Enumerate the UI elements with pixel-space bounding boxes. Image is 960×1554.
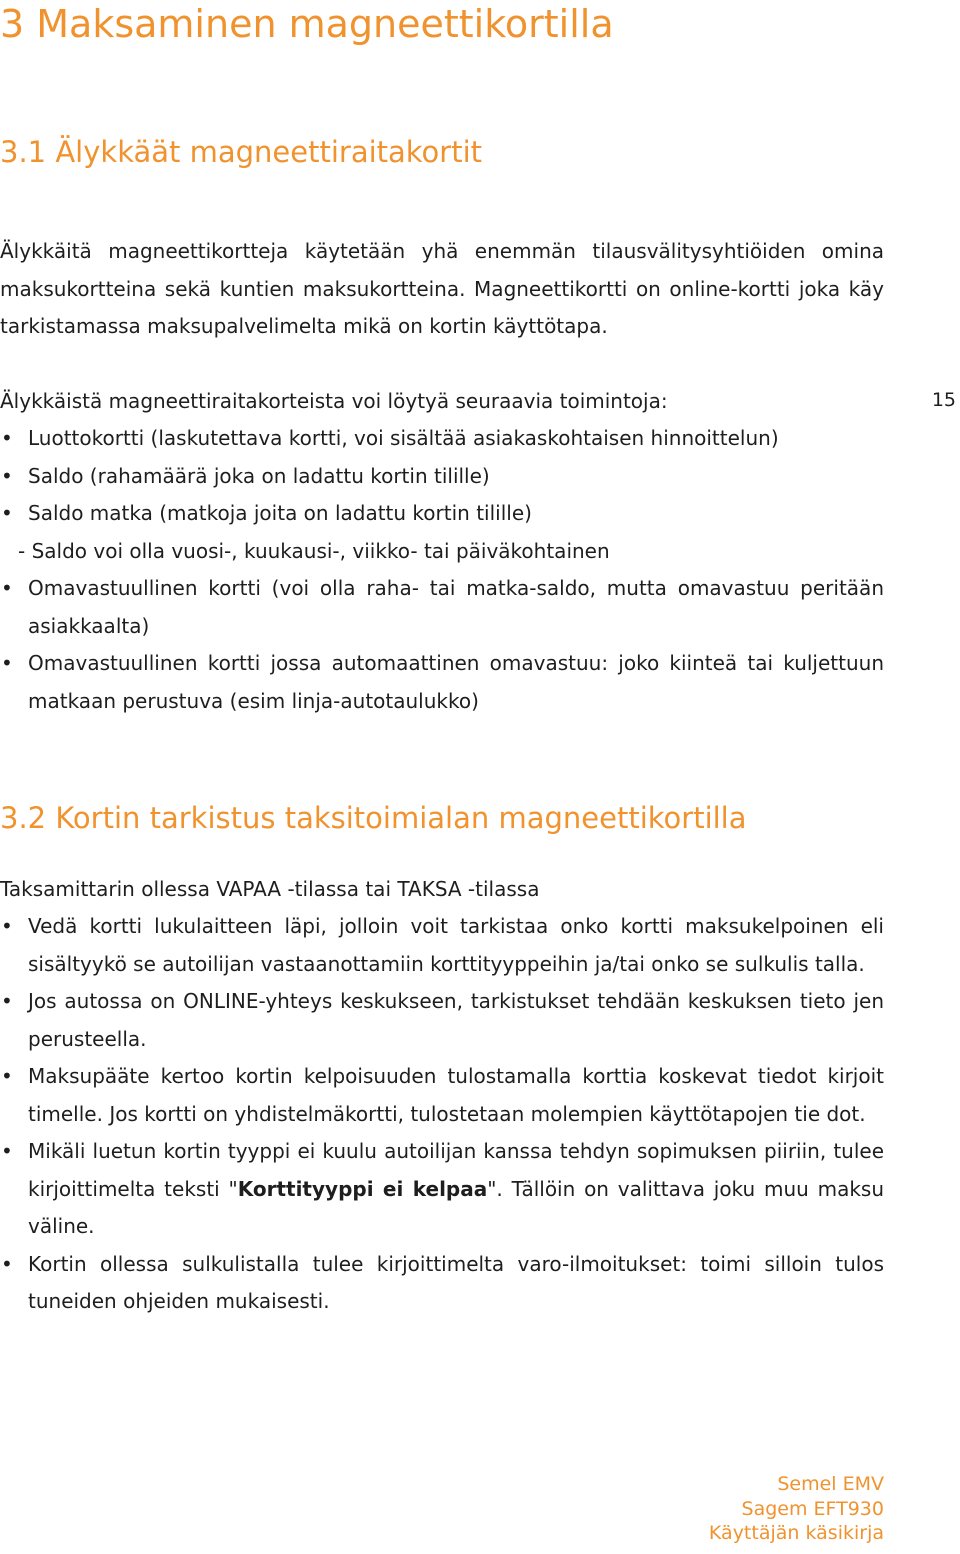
section-3-1-list-intro: Älykkäistä magneettiraitakorteista voi löytyä seuraavia toimintoja: [0,389,668,413]
list-item-text: Luottokortti (laskutettava kortti, voi sisältää asiakaskohtaisen hinnoittelun) [28,426,779,450]
bullet-icon: • [1,1064,13,1088]
list-item [0,458,884,496]
list-item-text: Jos autossa on ONLINE-yhteys keskukseen, tarkistukset tehdään keskuksen tieto jen perusteella. [28,989,884,1051]
list-item [0,570,884,645]
section-3-1-heading: 3.1 Älykkäät magneettiraitakortit [0,135,483,169]
footer-manual-title: Käyttäjän käsikirja [708,1522,884,1544]
list-item-text: Saldo (rahamäärä joka on ladattu kortin tilille) [28,463,490,488]
list-item-text-start: Mikäli luetun kortin tyyppi ei kuulu autoilijan kanssa tehdyn sopimuksen piiriin, tulee kirjoittimelta teksti " [28,1139,884,1201]
bullet-icon: • [1,1251,13,1276]
bullet-icon: • [1,463,13,488]
bullet-icon: • [1,426,13,450]
section-3-2-steps-list [0,908,884,1321]
page-number: 15 [931,389,956,411]
list-item [0,495,884,533]
list-item-text: Omavastuullinen kortti (voi olla raha- tai matka-saldo, mutta omavastuu peritään asiakkaalta) [28,576,884,638]
list-item [0,1133,884,1246]
list-item [0,420,884,458]
section-3-1-intro: Älykkäitä magneettikortteja käytetään yhä enemmän tilausvälitysyhtiöiden omina maksukortteina sekä kuntien maksukortteina. Magneettikortti on online-kortti joka käy tarkistamassa maksupalvelimelta mikä on kortin käyttötapa. [0,239,884,338]
list-item-text [28,1139,884,1238]
section-3-2-list-intro: Taksamittarin ollessa VAPAA -tilassa tai TAKSA -tilassa [0,877,540,901]
list-item [0,645,884,720]
section-3-1-feature-list [0,420,884,720]
bullet-icon: • [1,914,13,938]
list-item-text: Omavastuullinen kortti jossa automaattinen omavastuu: joko kiinteä tai kuljettuun matkaan perustuva (esim linja-autotaulukko) [28,651,884,713]
bullet-icon: • [1,651,13,675]
page-title: 3 Maksaminen magneettikortilla [0,2,614,46]
list-item [0,1058,884,1133]
list-item-text: Saldo matka (matkoja joita on ladattu kortin tilille) [28,501,532,525]
bullet-icon: • [1,501,13,525]
section-3-2-heading: 3.2 Kortin tarkistus taksitoimialan magneettikortilla [0,801,747,835]
list-item-text: Kortin ollessa sulkulistalla tulee kirjoittimelta varo-ilmoitukset: toimi silloin tulos tuneiden ohjeiden mukaisesti. [28,1251,884,1313]
error-message-text: Korttityyppi ei kelpaa [237,1176,488,1201]
document-footer [709,1472,884,1546]
list-item [0,908,884,983]
bullet-icon: • [1,989,13,1013]
list-item [0,1246,884,1321]
list-item-text: Maksupääte kertoo kortin kelpoisuuden tulostamalla korttia koskevat tiedot kirjoit timelle. Jos kortti on yhdistelmäkortti, tulostetaan molempien käyttötapojen tie dot. [28,1064,884,1126]
footer-product-name: Semel EMV [777,1473,884,1495]
list-item [0,983,884,1058]
list-item-text: Vedä kortti lukulaitteen läpi, jolloin voit tarkistaa onko kortti maksukelpoinen eli sisältyykö se autoilijan vastaanottamiin korttityyppeihin ja/tai onko se sulkulis talla. [28,914,884,976]
list-subnote: - Saldo voi olla vuosi-, kuukausi-, viikko- tai päiväkohtainen [18,538,610,563]
bullet-icon: • [1,576,13,600]
bullet-icon: • [1,1139,13,1163]
list-item-text-end: ". Tällöin on valittava joku muu maksu väline. [28,1176,885,1238]
footer-device-model: Sagem EFT930 [741,1497,884,1520]
